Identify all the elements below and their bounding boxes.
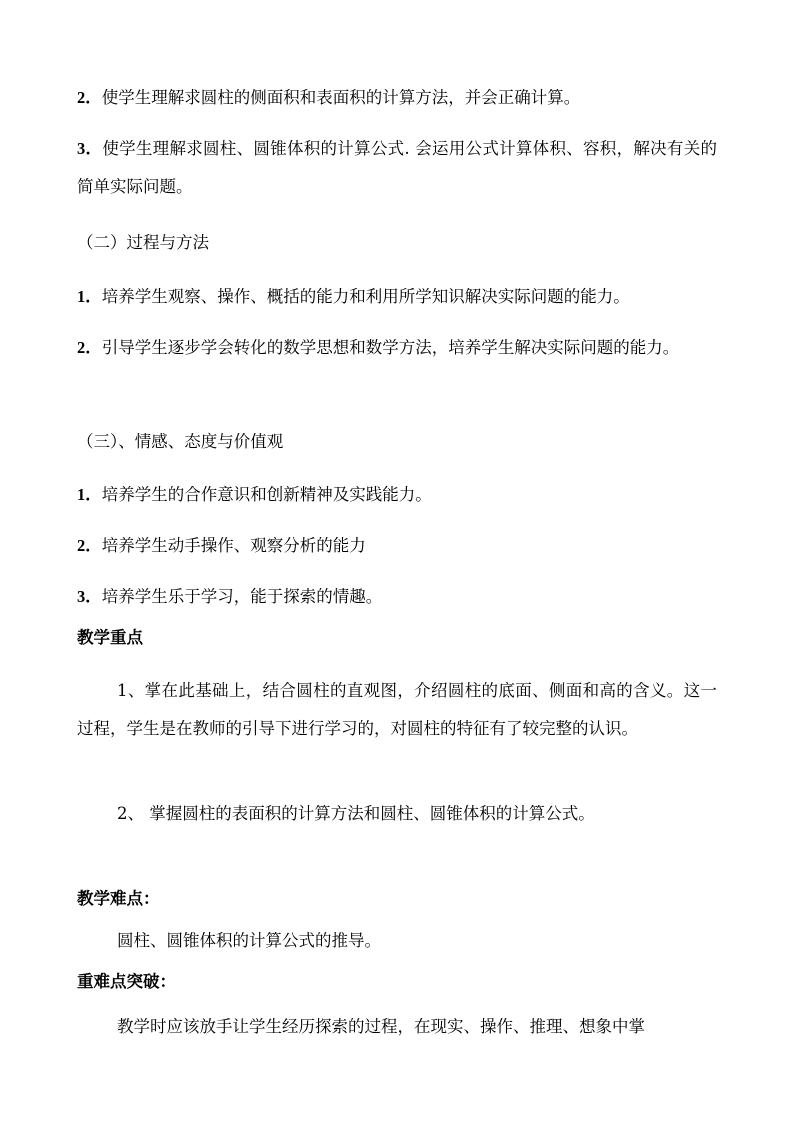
emotion-item-3 (77, 587, 717, 607)
section-heading-emotion-values: （三）、情感、态度与价值观 (77, 432, 284, 451)
item-text: 培养学生的合作意识和创新精神及实践能力。 (101, 485, 432, 504)
item-text: 培养学生观察、操作、概括的能力和利用所学知识解决实际问题的能力。 (101, 287, 630, 306)
item-text: 引导学生逐步学会转化的数学思想和数学方法，培养学生解决实际问题的能力。 (101, 338, 680, 357)
process-item-1 (77, 287, 717, 307)
section-heading-process-method: （二）过程与方法 (77, 233, 209, 252)
emotion-item-2 (77, 536, 717, 556)
item-number: 2． (77, 88, 102, 107)
emotion-item-1 (77, 485, 717, 505)
item-number: 1． (77, 287, 102, 306)
objective-item-3 (77, 130, 717, 206)
item-number: 2． (77, 536, 102, 555)
heading-breakthrough: 重难点突破： (77, 972, 176, 991)
difficulty-text: 圆柱、圆锥体积的计算公式的推导。 (117, 931, 381, 950)
item-number: 2． (77, 338, 102, 357)
item-text: 使学生理解求圆柱的侧面积和表面积的计算方法，并会正确计算。 (101, 88, 581, 107)
process-item-2 (77, 329, 717, 367)
objective-item-2 (77, 88, 717, 108)
heading-difficulties: 教学难点： (77, 889, 160, 908)
breakthrough-text: 教学时应该放手让学生经历探索的过程，在现实、操作、推理、想象中掌 (117, 1017, 645, 1036)
key-point-2: 2、 掌握圆柱的表面积的计算方法和圆柱、圆锥体积的计算公式。 (117, 804, 595, 823)
key-point-1: 1、掌在此基础上，结合圆柱的直观图，介绍圆柱的底面、侧面和高的含义。这一过程，学生是在教师的引导下进行学习的，对圆柱的特征有了较完整的认识。 (77, 681, 717, 738)
item-number: 3． (77, 139, 103, 158)
heading-key-points: 教学重点 (77, 628, 143, 647)
item-text: 培养学生动手操作、观察分析的能力 (101, 536, 366, 555)
item-number: 3． (77, 587, 102, 606)
item-text: 培养学生乐于学习，能于探索的情趣。 (101, 587, 383, 606)
item-number: 1． (77, 485, 102, 504)
item-text: 使学生理解求圆柱、圆锥体积的计算公式. 会运用公式计算体积、容积，解决有关的简单实际问题。 (77, 139, 718, 196)
